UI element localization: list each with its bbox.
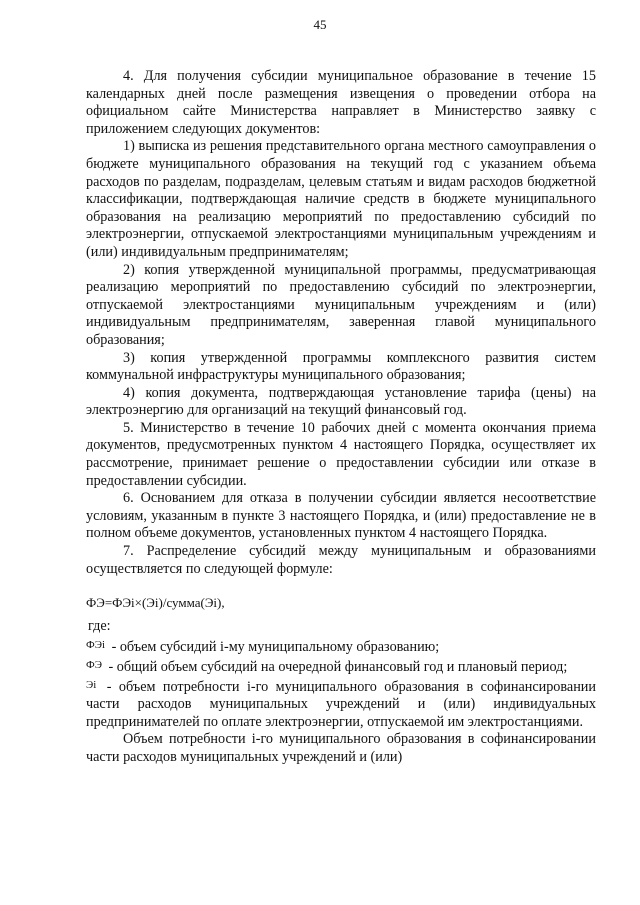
paragraph: 5. Министерство в течение 10 рабочих дней с момента окончания приема документов, предусмотренных пунктом 4 настоящего Порядка, осуществляет их рассмотрение, принимает решение о предоставлении субсидии или отказе в предоставлении субсидии. [86,419,596,489]
formula-symbol: ФЭ [86,659,102,671]
formula-symbol: ФЭi [86,639,106,652]
definition-text: - общий объем субсидий на очередной финансовый год и плановый период; [104,659,568,675]
definition-item [86,657,596,677]
page-number: 45 [313,17,327,32]
paragraph: 3) копия утвержденной программы комплексного развития систем коммунальной инфраструктуры муниципального образования; [86,349,596,384]
definition-item [86,637,596,657]
paragraph: 6. Основанием для отказа в получении субсидии является несоответствие условиям, указанным в пункте 3 настоящего Порядка, и (или) предоставление не в полном объеме документов, установленных пунктом 4 настоящего Порядка. [86,490,596,542]
paragraph: 1) выписка из решения представительного органа местного самоуправления о бюджете муниципального образования на текущий год с указанием объема расходов по разделам, подразделам, целевым статьям и видам расходов бюджетной классификации, подтверждающая наличие средств в бюджете муниципального образования на реализацию мероприятий по предоставлению субсидий по электроэнергии, отпускаемой электростанциями муниципальным учреждениям и (или) индивидуальным предпринимателям; [86,138,596,260]
paragraph: 4. Для получения субсидии муниципальное образование в течение 15 календарных дней после размещения извещения о проведении отбора на официальном сайте Министерства направляет в Министерство заявку с приложением следующих документов: [86,68,596,137]
definition-text: - объем субсидий i-му муниципальному образованию; [108,639,440,656]
paragraph: Объем потребности i-го муниципального образования в софинансировании части расходов муниципальных учреждений и (или) [86,731,596,765]
paragraph: 7. Распределение субсидий между муниципальным и образованиями осуществляется по следующей формуле: [86,543,596,577]
paragraph: 2) копия утвержденной муниципальной программы, предусматривающая реализацию мероприятий по предоставлению субсидий по электроэнергии, отпускаемой электростанциями муниципальным учреждениям и (или) индивидуальным предпринимателям, заверенная главой муниципального образования; [86,261,596,348]
where-label: где: [88,617,111,634]
document-body [86,68,596,767]
formula-symbol: Эi [86,678,97,691]
paragraph: 4) копия документа, подтверждающая установление тарифа (цены) на электроэнергию для организаций на текущий финансовый год. [86,384,596,419]
definition-text: - объем потребности i-го муниципального образования в софинансировании части расходов муниципальных учреждений и (или) индивидуальных предпринимателей по оплате электроэнергии, отпускаемой им электростанциями. [86,678,596,730]
definition-item [86,677,596,732]
distribution-formula: ФЭ=ФЭi×(Эi)/сумма(Эi), [86,595,225,611]
